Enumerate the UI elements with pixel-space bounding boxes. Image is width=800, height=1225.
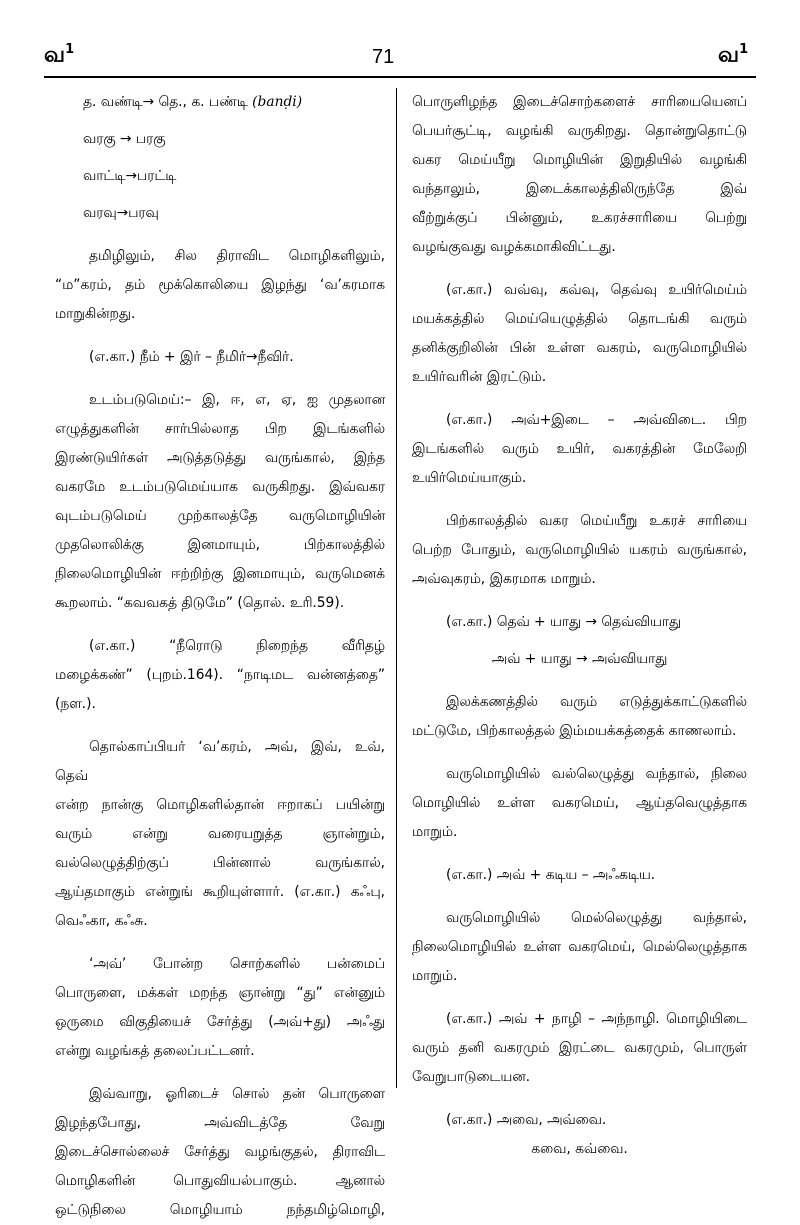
header-letter-right: வ$^1$ (718, 42, 749, 68)
column-divider (396, 88, 397, 1088)
paragraph-line: நிலைமொழியில் உள்ள வகரமெய், மெல்லெழுத்தாக (412, 939, 747, 955)
paragraph-line: வருமொழியில் மெல்லெழுத்து வந்தால், (446, 910, 747, 926)
paragraph-line: இழந்தபோது, அவ்விடத்தே வேறு (55, 1115, 385, 1131)
paragraph-line: மழைக்கண்” (புறம்.164). “நாடிமட வன்னத்தை” (55, 667, 385, 683)
paragraph-line: மாறுகின்றது. (55, 306, 136, 322)
example-line: (எ.கா.) தெவ் + யாது → தெவ்வியாது (446, 614, 681, 630)
paragraph-line: இரண்டுயிர்கள் அடுத்தடுத்து வருங்கால், இந்த (55, 450, 385, 466)
paragraph-line: உயிர்வரின் இரட்டும். (412, 369, 547, 385)
example-line: அவ் + யாது → அவ்வியாது (491, 651, 668, 667)
paragraph-line: மயக்கத்தில் மெய்யெழுத்தில் தொடங்கி வரும் (412, 311, 747, 327)
paragraph-line: ‘அவ்’ போன்ற சொற்களில் பன்மைப் (89, 956, 385, 972)
paragraph-line: மொழியில் உள்ள வகரமெய், ஆய்தவெழுத்தாக (412, 795, 747, 811)
example-line: (எ.கா.) நீம் + இர் – நீமிர்→நீவிர். (89, 349, 294, 365)
header-rule (44, 76, 756, 78)
paragraph-line: வருமொழியில் வல்லெழுத்து வந்தால், நிலை (446, 766, 747, 782)
paragraph-line: பிற்காலத்தில் வகர மெய்யீறு உகரச் சாரியை (446, 513, 747, 529)
paragraph-line: பொருளை, மக்கள் மறந்த ஞான்று “து” என்னும் (55, 985, 385, 1001)
paragraph-line: அவ்வுகரம், இகரமாக மாறும். (412, 571, 596, 587)
paragraph-line: தொல்காப்பியர் ‘வ’கரம், அவ், இவ், உவ், தெவ் (55, 739, 385, 784)
paragraph-line: வழங்குவது வழக்கமாகிவிட்டது. (412, 239, 616, 255)
example-line: வாட்டி→பரட்டி (83, 168, 177, 184)
paragraph-line: பொருளிழந்த இடைச்சொற்களைச் சாரியையெனப் (412, 94, 747, 110)
paragraph-line: பெயர்சூட்டி, வழங்கி வருகிறது. தொன்றுதொட்டு (412, 123, 747, 139)
example-line: த. வண்டி→ தெ., க. பண்டி (banḍi) (83, 94, 303, 110)
paragraph-line: “ம”கரம், தம் மூக்கொலியை இழந்து ‘வ’கரமாக (55, 277, 385, 293)
paragraph-line: கூறலாம். “கவவகத் திடுமே” (தொல். உரி.59). (55, 595, 345, 611)
paragraph-line: என்ற நான்கு மொழிகளில்தான் ஈறாகப் பயின்று (55, 797, 385, 813)
paragraph-line: வேறுபாடுடையன. (412, 1069, 530, 1085)
example-line: (எ.கா.) அவ் + கடிய – அஃகடிய. (446, 867, 656, 883)
paragraph-line: ஆய்தமாகும் என்றுங் கூறியுள்ளார். (எ.கா.) கஃபு, (55, 884, 385, 900)
paragraph-line: பெற்ற போதும், வருமொழியில் யகரம் வருங்கால், (412, 542, 747, 558)
paragraph-line: (நள.). (55, 696, 96, 712)
paragraph-line: (எ.கா.) அவ் + நாழி – அந்நாழி. மொழியிடை (446, 1011, 747, 1027)
paragraph-line: இடங்களில் வரும் உயிர், வகரத்தின் மேலேறி (412, 441, 747, 457)
paragraph-line: வகர மெய்யீறு மொழியின் இறுதியில் வழங்கி (412, 152, 747, 168)
paragraph-line: தமிழிலும், சில திராவிட மொழிகளிலும், (89, 248, 385, 264)
paragraph-line: தனிக்குறிலின் பின் உள்ள வகரம், வருமொழியில் (412, 340, 747, 356)
paragraph-line: வல்லெழுத்திற்குப் பின்னால் வருங்கால், (55, 855, 385, 871)
example-line: வரகு → பரகு (83, 131, 166, 147)
paragraph-line: வெஃகா, கஃசு. (55, 913, 148, 929)
paragraph-line: மாறும். (412, 824, 458, 840)
left-column (55, 88, 385, 1225)
paragraph-line: ஒட்டுநிலை மொழியாம் நந்தமிழ்மொழி, (55, 1202, 385, 1218)
paragraph-line: வுடம்படுமெய் முற்காலத்தே வருமொழியின் (55, 508, 385, 524)
header-letter-left: வ$^1$ (44, 42, 75, 68)
paragraph-line: வீற்றுக்குப் பின்னும், உகரச்சாரியை பெற்று (412, 210, 747, 226)
paragraph-line: இவ்வாறு, ஓரிடைச் சொல் தன் பொருளை (89, 1086, 385, 1102)
paragraph-line: உடம்படுமெய்:– இ, ஈ, எ, ஏ, ஐ முதலான (89, 392, 385, 408)
paragraph-line: நிலைமொழியின் ஈற்றிற்கு இனமாயும், வருமெனக் (55, 566, 385, 582)
paragraph-line: ஒருமை விகுதியைச் சேர்த்து (அவ்+து) அஃது (55, 1014, 385, 1030)
paragraph-line: (எ.கா.) அவ்+இடை – அவ்விடை. பிற (446, 412, 747, 428)
paragraph-line: வகரமே உடம்படுமெய்யாக வருகிறது. இவ்வகர (55, 479, 385, 495)
page-number: 71 (372, 46, 395, 68)
paragraph-line: உயிர்மெய்யாகும். (412, 470, 527, 486)
paragraph-line: மொழிகளின் பொதுவியல்பாகும். ஆனால் (55, 1173, 385, 1189)
paragraph-line: வரும் தனி வகரமும் இரட்டை வகரமும், பொருள் (412, 1040, 747, 1056)
example-line: கவை, கவ்வை. (531, 1141, 628, 1157)
paragraph-line: இலக்கணத்தில் வரும் எடுத்துக்காட்டுகளில் (446, 694, 747, 710)
paragraph-line: இடைச்சொல்லைச் சேர்த்து வழங்குதல், திராவிட (55, 1144, 385, 1160)
paragraph-line: என்று வழங்கத் தலைப்பட்டனர். (55, 1043, 255, 1059)
paragraph-line: வரும் என்று வரையறுத்த ஞான்றும், (55, 826, 385, 842)
paragraph-line: (எ.கா.) “நீரொடு நிறைந்த வீரிதழ் (89, 638, 385, 654)
paragraph-line: (எ.கா.) வவ்வு, கவ்வு, தெவ்வு உயிர்மெய்ம் (446, 282, 747, 298)
paragraph-line: மட்டுமே, பிற்காலத்தல் இம்மயக்கத்தைக் காணலாம். (412, 723, 737, 739)
paragraph-line: வந்தாலும், இடைக்காலத்திலிருந்தே இவ் (412, 181, 747, 197)
right-column (412, 88, 747, 1164)
example-line: (எ.கா.) அவை, அவ்வை. (446, 1112, 607, 1128)
paragraph-line: முதலொலிக்கு இனமாயும், பிற்காலத்தில் (55, 537, 385, 553)
paragraph-line: எழுத்துகளின் சார்பில்லாத பிற இடங்களில் (55, 421, 385, 437)
paragraph-line: மாறும். (412, 968, 458, 984)
example-line: வரவு→பரவு (83, 205, 159, 221)
